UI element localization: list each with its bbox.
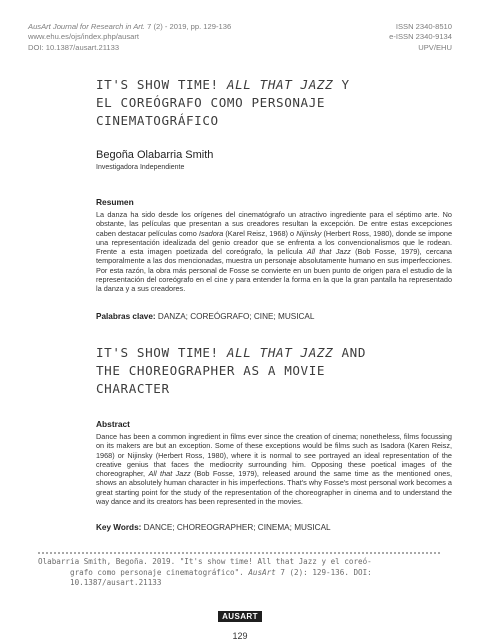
title-en-film: ALL THAT JAZZ <box>226 345 334 360</box>
title-es-line-3: CINEMATOGRÁFICO <box>96 113 219 128</box>
citation-doi[interactable]: 10.1387/ausart.21133 <box>70 578 162 588</box>
citation-line-1: Olabarria Smith, Begoña. 2019. "It's show time! All that Jazz y el coreó- <box>38 557 372 566</box>
resumen-i1: Isadora <box>198 228 224 238</box>
title-en-part1: IT'S SHOW TIME! <box>96 345 227 360</box>
keywords-label: Key Words: <box>96 523 142 532</box>
title-es-line-1 <box>96 76 426 94</box>
eissn: e-ISSN 2340-9134 <box>389 32 452 42</box>
author-affiliation: Investigadora Independiente <box>96 164 185 171</box>
journal-line <box>28 22 231 32</box>
citation-line-2 <box>38 568 440 579</box>
title-es-part2: Y <box>333 77 350 92</box>
title-es-line-2: EL COREÓGRAFO COMO PERSONAJE <box>96 95 326 110</box>
dotted-divider <box>38 552 440 555</box>
citation-journal: AusArt <box>248 567 276 577</box>
citation-block <box>38 557 440 589</box>
publisher: UPV/EHU <box>418 42 452 52</box>
abstract-t1: Dance has been a common ingredient in films ever since the creation of cinema; nonetheless, films focussing on its makers are but an exception. Some of these exceptions would be films such as Isadora (Karen Reisz, 1968) or Nijinsky (Herbert Ross, 1980), where it is normal to see portrayed an ideal representation of the creative genius that faces the mediocrity surrounding him. Opposing these poetical images of the choreographer, <box>96 432 452 478</box>
resumen-t2: (Karel Reisz, 1968) o <box>223 228 297 238</box>
ausart-logo: AUSART <box>218 611 262 622</box>
title-en-line-3: CHARACTER <box>96 381 170 396</box>
header-left <box>28 22 231 53</box>
journal-doi: DOI: 10.1387/ausart.21133 <box>28 42 120 52</box>
title-spanish <box>96 76 426 130</box>
issn: ISSN 2340-8510 <box>395 22 452 31</box>
resumen-i3: All that Jazz <box>306 247 351 256</box>
palabras-label: Palabras clave: <box>96 312 156 321</box>
title-en-part2: AND <box>333 345 367 360</box>
title-en-line-2: THE CHOREOGRAPHER AS A MOVIE <box>96 363 326 378</box>
abstract-heading: Abstract <box>96 419 130 429</box>
palabras-value: DANZA; COREÓGRAFO; CINE; MUSICAL <box>155 312 315 321</box>
page-number: 129 <box>232 631 248 640</box>
abstract-i1: All that Jazz <box>148 469 191 478</box>
resumen-i2: Nijinsky <box>296 228 322 238</box>
resumen-heading: Resumen <box>96 197 134 207</box>
resumen-text <box>96 210 452 293</box>
abstract-text <box>96 432 452 506</box>
palabras-clave <box>96 312 314 321</box>
journal-name: AusArt Journal for Research in Art. <box>28 22 146 31</box>
citation-2b: 7 (2): 129-136. DOI: <box>275 567 372 577</box>
author-name: Begoña Olabarria Smith <box>96 149 214 161</box>
key-words <box>96 523 331 532</box>
journal-url[interactable]: www.ehu.es/ojs/index.php/ausart <box>28 32 140 42</box>
journal-issue: 7 (2) - 2019, pp. 129-136 <box>145 22 232 31</box>
citation-2a: grafo como personaje cinematográfico". <box>70 567 249 577</box>
title-es-film: ALL THAT JAZZ <box>226 77 334 92</box>
resumen-t1: La danza ha sido desde los orígenes del cinematógrafo un atractivo ingrediente para el séptimo arte. No obstante, las películas que presentan a sus creadores resultan la excepción. De entre estas excepciones caben destacar películas como <box>96 210 452 238</box>
keywords-value: DANCE; CHOREOGRAPHER; CINEMA; MUSICAL <box>141 523 331 532</box>
header-right <box>389 22 452 53</box>
resumen-t4: (Bob Fosse, 1979), cercana temporalmente a las dos mencionadas, muestra un personaje absolutamente humano en sus imperfecciones. Por esta razón, la obra más personal de Fosse se convierte en un buen punto de origen para el estudio de la representación del coreógrafo en el cine y para entender la forma en la que la gran pantalla ha representado la danza y a sus creadores. <box>96 247 452 293</box>
resumen-t3: (Herbert Ross, 1980), donde se impone una representación idealizada del genio creador que se enfrenta a los convencionalismos que le rodean. Frente a esta imagen poetizada del coreógrafo, la película <box>96 228 453 256</box>
title-english <box>96 344 426 398</box>
journal-header <box>28 22 452 58</box>
title-en-line-1 <box>96 344 426 362</box>
abstract-t2: (Bob Fosse, 1979), released around the same time as the mentioned ones, shows an absolutely human character in his imperfections. That's why Fosse's most personal work becomes a great starting point for the study of the representation of the choreographer in cinema and to understand the way dance and its creators has been represented in the movies. <box>96 469 452 506</box>
title-es-part1: IT'S SHOW TIME! <box>96 77 227 92</box>
